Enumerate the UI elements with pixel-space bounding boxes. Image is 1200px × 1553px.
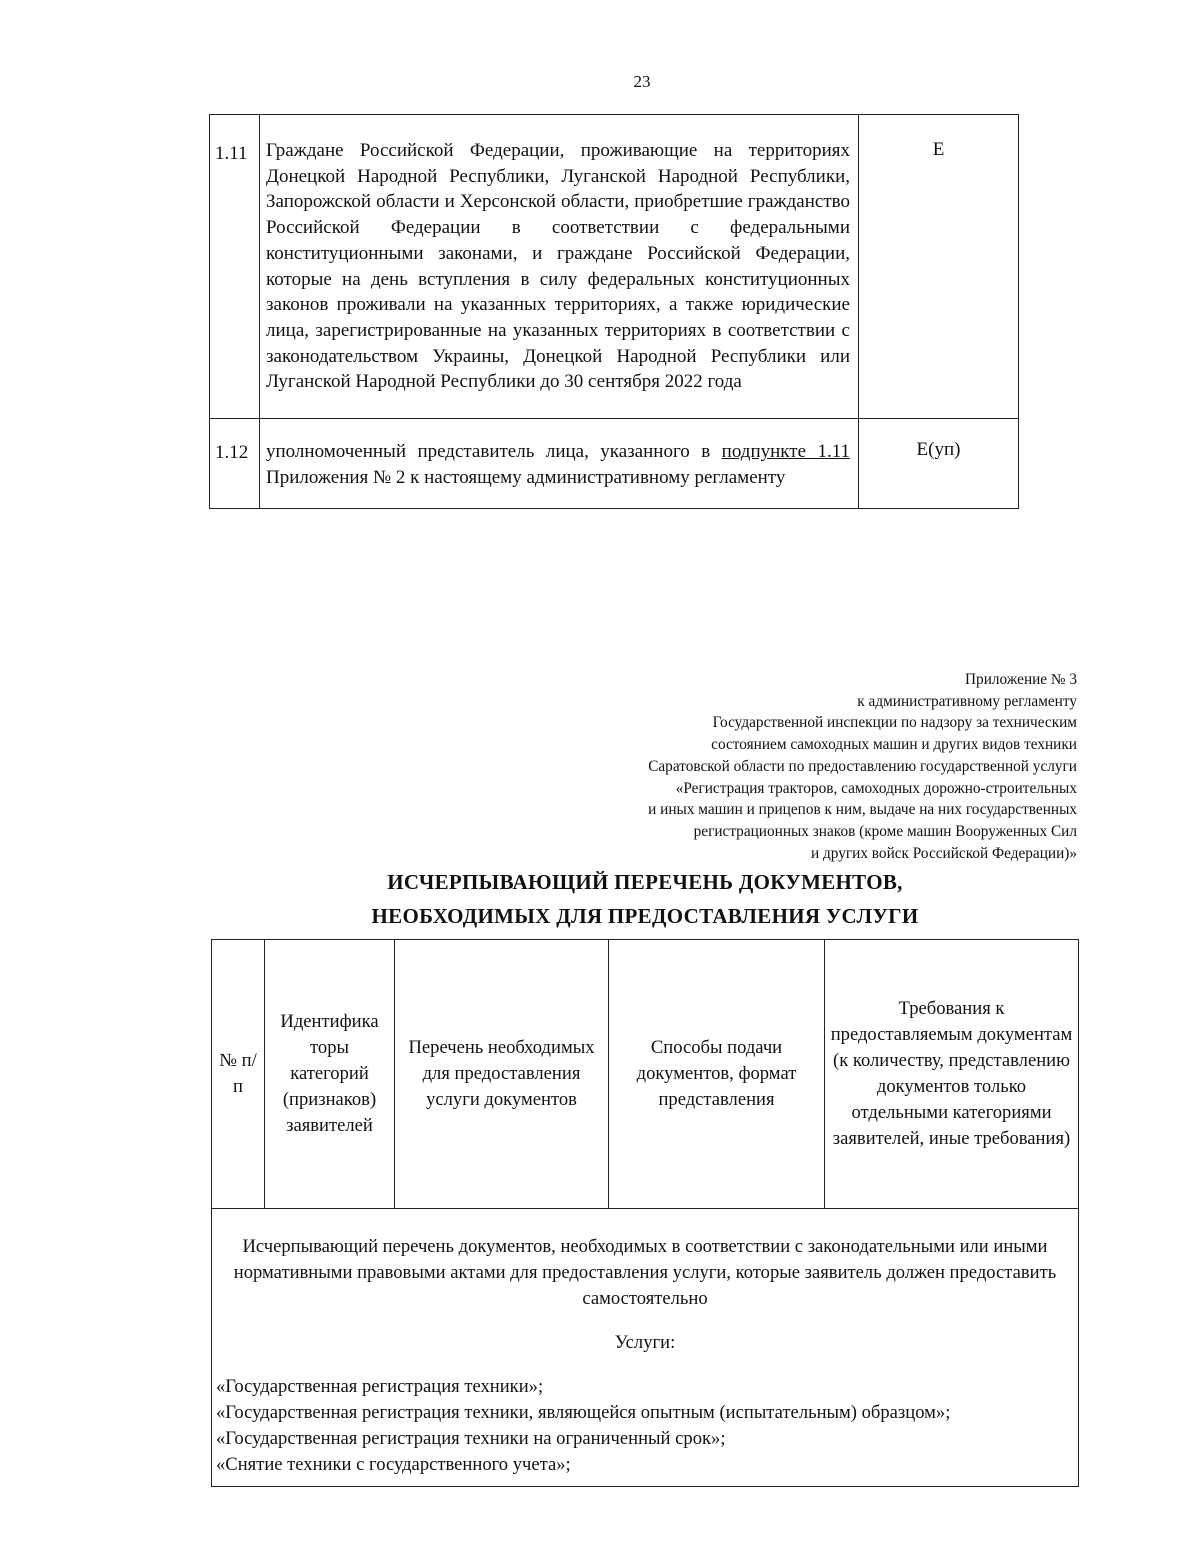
- subclause-link[interactable]: подпункте 1.11: [721, 441, 850, 463]
- row-text-before: уполномоченный представитель лица, указанного в: [266, 441, 722, 463]
- list-item: «Государственная регистрация техники на ограниченный срок»;: [216, 1428, 726, 1449]
- table-header-row: [212, 940, 1079, 1209]
- services-label: Услуги:: [614, 1332, 676, 1353]
- row-code: Е(уп): [859, 419, 1019, 509]
- appendix-line: Приложение № 3: [965, 671, 1077, 688]
- header-number: № п/п: [212, 940, 265, 1209]
- appendix-line: к административному регламенту: [857, 692, 1077, 710]
- table-row: [212, 1209, 1079, 1487]
- appendix-line: и других войск Российской Федерации)»: [810, 844, 1077, 862]
- section-cell: [212, 1209, 1079, 1487]
- table-row: [210, 115, 1019, 419]
- document-title-line-1: ИСЧЕРПЫВАЮЩИЙ ПЕРЕЧЕНЬ ДОКУМЕНТОВ,: [387, 870, 903, 894]
- row-description: [260, 419, 859, 509]
- appendix-line: «Регистрация тракторов, самоходных дорожно-строительных: [675, 779, 1077, 797]
- documents-table: [211, 939, 1079, 1487]
- appendix-line: и иных машин и прицепов к ним, выдаче на них государственных: [648, 801, 1077, 819]
- header-documents-list: Перечень необходимых для предоставления услуги документов: [395, 940, 609, 1209]
- document-title-line-2: НЕОБХОДИМЫХ ДЛЯ ПРЕДОСТАВЛЕНИЯ УСЛУГИ: [371, 904, 919, 928]
- row-number: 1.11: [210, 115, 260, 419]
- appendix-header: [477, 669, 1077, 864]
- list-item: «Снятие техники с государственного учета»;: [216, 1454, 571, 1475]
- page-number: 23: [633, 72, 651, 91]
- appendix-line: Саратовской области по предоставлению государственной услуги: [648, 757, 1077, 775]
- row-text-after: Приложения № 2 к настоящему административному регламенту: [266, 466, 786, 488]
- section-text: Исчерпывающий перечень документов, необходимых в соответствии с законодательными или иными нормативными правовыми актами для предоставления услуги, которые заявитель должен предоставить самостоятельно: [233, 1236, 1057, 1309]
- appendix-line: регистрационных знаков (кроме машин Вооруженных Сил: [693, 822, 1077, 840]
- list-item: «Государственная регистрация техники, являющейся опытным (испытательным) образцом»;: [216, 1402, 951, 1423]
- appendix-line: состоянием самоходных машин и других видов техники: [711, 736, 1077, 754]
- header-identifiers: Идентифика торы категорий (признаков) заявителей: [265, 940, 395, 1209]
- list-item: «Государственная регистрация техники»;: [216, 1376, 544, 1397]
- row-number: 1.12: [210, 419, 260, 509]
- header-requirements: Требования к предоставляемым документам (к количеству, представлению документов только отдельными категориями заявителей, иные требования): [825, 940, 1079, 1209]
- row-code: Е: [859, 115, 1019, 419]
- row-description: Граждане Российской Федерации, проживающие на территориях Донецкой Народной Республики, Луганской Народной Республики, Запорожской области и Херсонской области, приобретшие гражданство Российской Федерации в соответствии с федеральными конституционными законами, и граждане Российской Федерации, которые на день вступления в силу федеральных конституционных законов проживали на указанных территориях, а также юридические лица, зарегистрированные на указанных территориях в соответствии с законодательством Украины, Донецкой Народной Республики или Луганской Народной Республики до 30 сентября 2022 года: [260, 115, 859, 419]
- services-list: [216, 1374, 1074, 1486]
- applicant-categories-table: [209, 114, 1019, 509]
- table-row: [210, 419, 1019, 509]
- appendix-line: Государственной инспекции по надзору за техническим: [712, 714, 1077, 732]
- header-submission-methods: Способы подачи документов, формат представления: [609, 940, 825, 1209]
